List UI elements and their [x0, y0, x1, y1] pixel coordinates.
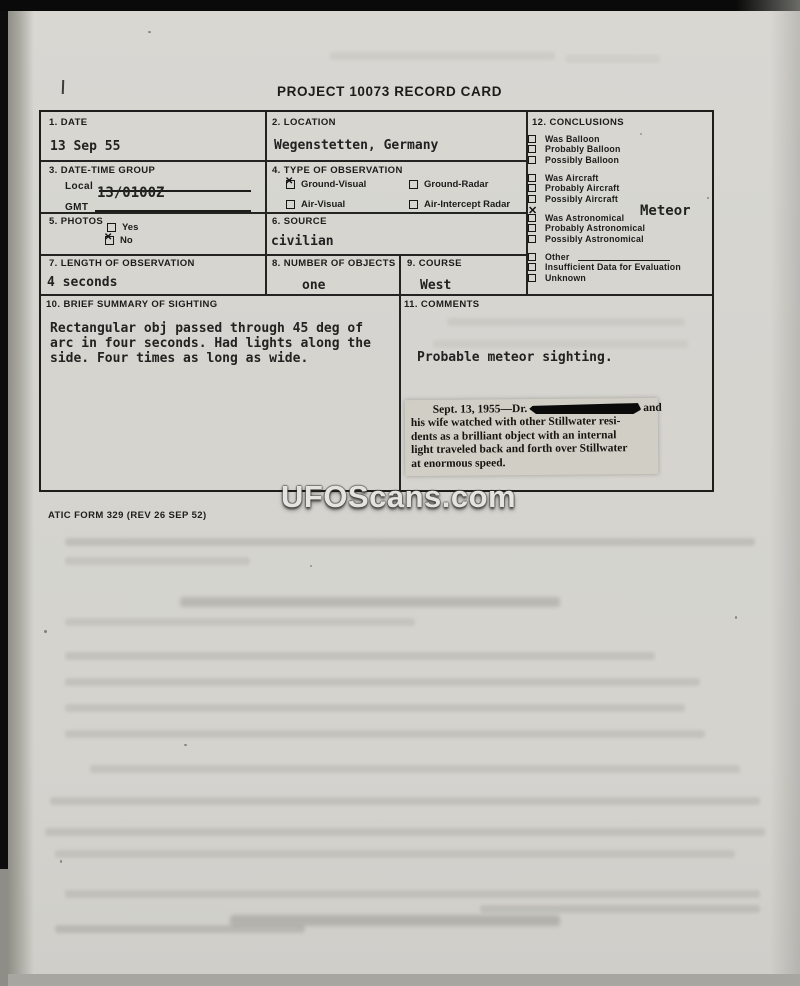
- conclusions-group-aircraft: [528, 173, 619, 203]
- checkbox-icon[interactable]: [528, 145, 536, 153]
- conclusion-option[interactable]: Was Aircraft: [528, 173, 619, 182]
- checkbox-icon[interactable]: [528, 253, 536, 261]
- gmt-line[interactable]: [95, 210, 251, 212]
- number-of-objects-label: 8. NUMBER OF OBJECTS: [272, 258, 396, 269]
- checkbox-icon[interactable]: [528, 263, 536, 271]
- grid-line: [41, 212, 526, 214]
- type-of-observation-label: 4. TYPE OF OBSERVATION: [272, 165, 403, 176]
- scan-edge-top: [0, 0, 800, 11]
- conclusions-group-other: [528, 252, 681, 282]
- length-of-observation-label: 7. LENGTH OF OBSERVATION: [49, 258, 195, 269]
- conclusion-option[interactable]: Possibly Balloon: [528, 155, 621, 164]
- location-label: 2. LOCATION: [272, 117, 336, 128]
- checkbox-icon[interactable]: [528, 184, 536, 192]
- checkbox-icon[interactable]: [528, 195, 536, 203]
- checkbox-icon[interactable]: [286, 200, 295, 209]
- scan-speck: [60, 860, 62, 863]
- newspaper-clipping[interactable]: [405, 398, 662, 476]
- conclusions-group-balloon: [528, 134, 621, 164]
- grid-line: [41, 294, 712, 296]
- source-value[interactable]: civilian: [271, 234, 334, 249]
- checkbox-icon[interactable]: [528, 156, 536, 164]
- comments-value[interactable]: Probable meteor sighting.: [417, 350, 613, 365]
- scan-edge-left: [0, 11, 8, 869]
- conclusion-option[interactable]: Was Balloon: [528, 134, 621, 143]
- grid-line: [41, 254, 526, 256]
- date-label: 1. DATE: [49, 117, 88, 128]
- bleed-through-text: [433, 340, 688, 348]
- checkbox-icon[interactable]: [286, 180, 295, 189]
- checkbox-icon[interactable]: [105, 236, 114, 245]
- option-photos-no[interactable]: [105, 235, 133, 246]
- conclusion-typed-annotation[interactable]: Meteor: [640, 203, 691, 219]
- checkbox-icon[interactable]: [409, 200, 418, 209]
- length-of-observation-value[interactable]: 4 seconds: [47, 275, 118, 290]
- checkbox-icon[interactable]: [528, 274, 536, 282]
- other-blank-line[interactable]: [578, 253, 670, 261]
- watermark: UFOScans.com: [281, 479, 517, 514]
- clipping-date-line: Sept. 13, 1955—Dr.: [432, 403, 528, 416]
- conclusions-group-astronomical: [528, 213, 645, 243]
- option-label: Yes: [122, 222, 139, 233]
- scan-speck: [707, 197, 709, 199]
- record-card: [39, 110, 714, 492]
- option-label: No: [120, 235, 133, 246]
- clipping-text-line: his wife watched with other Stillwater resi-: [410, 415, 621, 430]
- redaction-bar: [529, 403, 641, 415]
- conclusion-option[interactable]: Insufficient Data for Evaluation: [528, 262, 681, 271]
- number-of-objects-value[interactable]: one: [302, 278, 326, 293]
- course-label: 9. COURSE: [407, 258, 462, 269]
- conclusion-option[interactable]: Probably Astronomical: [528, 223, 645, 232]
- conclusion-option[interactable]: Probably Balloon: [528, 144, 621, 153]
- location-value[interactable]: Wegenstetten, Germany: [274, 138, 439, 153]
- scan-speck: [310, 565, 312, 567]
- page-spine-shadow: [8, 11, 34, 975]
- option-label: Ground-Radar: [424, 179, 489, 190]
- photos-label: 5. PHOTOS: [49, 216, 104, 227]
- local-label: Local: [65, 181, 94, 192]
- bleed-through-text: [447, 318, 685, 326]
- scan-edge-left-lower: [0, 869, 8, 986]
- date-value[interactable]: 13 Sep 55: [50, 139, 121, 154]
- conclusion-option[interactable]: Probably Aircraft: [528, 183, 619, 192]
- grid-line: [399, 254, 401, 494]
- course-value[interactable]: West: [420, 278, 452, 293]
- checkbox-icon[interactable]: [528, 135, 536, 143]
- clipping-text-line: light traveled back and forth over Stillwater: [411, 442, 628, 457]
- scan-edge-right: [770, 11, 800, 975]
- grid-line: [41, 160, 526, 162]
- option-label: Air-Intercept Radar: [424, 199, 511, 210]
- conclusion-option[interactable]: Possibly Astronomical: [528, 234, 645, 243]
- gmt-value[interactable]: 13/0100Z: [97, 185, 165, 201]
- option-air-intercept-radar[interactable]: [409, 199, 510, 210]
- scan-speck: [148, 31, 151, 33]
- grid-line: [265, 112, 267, 294]
- scan-speck: [44, 630, 47, 633]
- brief-summary-text[interactable]: Rectangular obj passed through 45 deg of arc in four seconds. Had lights along the side. Four times as long as wide.: [50, 321, 371, 367]
- conclusion-option[interactable]: ✕ Was Astronomical: [528, 213, 645, 222]
- source-label: 6. SOURCE: [272, 216, 327, 227]
- checkbox-icon[interactable]: [528, 214, 536, 222]
- conclusion-option[interactable]: Other: [528, 252, 681, 261]
- conclusion-option[interactable]: Possibly Aircraft: [528, 194, 619, 203]
- option-label: Air-Visual: [301, 199, 346, 210]
- scan-speck: [640, 133, 642, 135]
- option-label: Ground-Visual: [301, 179, 367, 190]
- scan-edge-bottom: [8, 974, 800, 986]
- option-ground-visual[interactable]: [286, 179, 366, 190]
- date-time-group-label: 3. DATE-TIME GROUP: [49, 165, 156, 176]
- card-title: PROJECT 10073 RECORD CARD: [277, 84, 503, 99]
- checkbox-icon[interactable]: [107, 223, 116, 232]
- checkbox-icon[interactable]: [528, 174, 536, 182]
- clipping-text-line: at enormous speed.: [411, 456, 506, 470]
- brief-summary-label: 10. BRIEF SUMMARY OF SIGHTING: [46, 299, 218, 310]
- checkbox-icon[interactable]: [528, 235, 536, 243]
- checkbox-icon[interactable]: [409, 180, 418, 189]
- scan-speck: [184, 744, 187, 746]
- conclusion-option[interactable]: Unknown: [528, 273, 681, 282]
- clipping-date-line-end: and: [643, 401, 662, 415]
- checkbox-icon[interactable]: [528, 224, 536, 232]
- conclusions-label: 12. CONCLUSIONS: [532, 117, 625, 128]
- scan-speck: [735, 616, 737, 619]
- option-air-visual[interactable]: [286, 199, 345, 210]
- form-number: ATIC FORM 329 (REV 26 SEP 52): [48, 510, 207, 521]
- gmt-label: GMT: [65, 202, 89, 213]
- comments-label: 11. COMMENTS: [404, 299, 480, 310]
- option-ground-radar[interactable]: [409, 179, 488, 190]
- clipping-text-line: dents as a brilliant object with an internal: [410, 429, 617, 443]
